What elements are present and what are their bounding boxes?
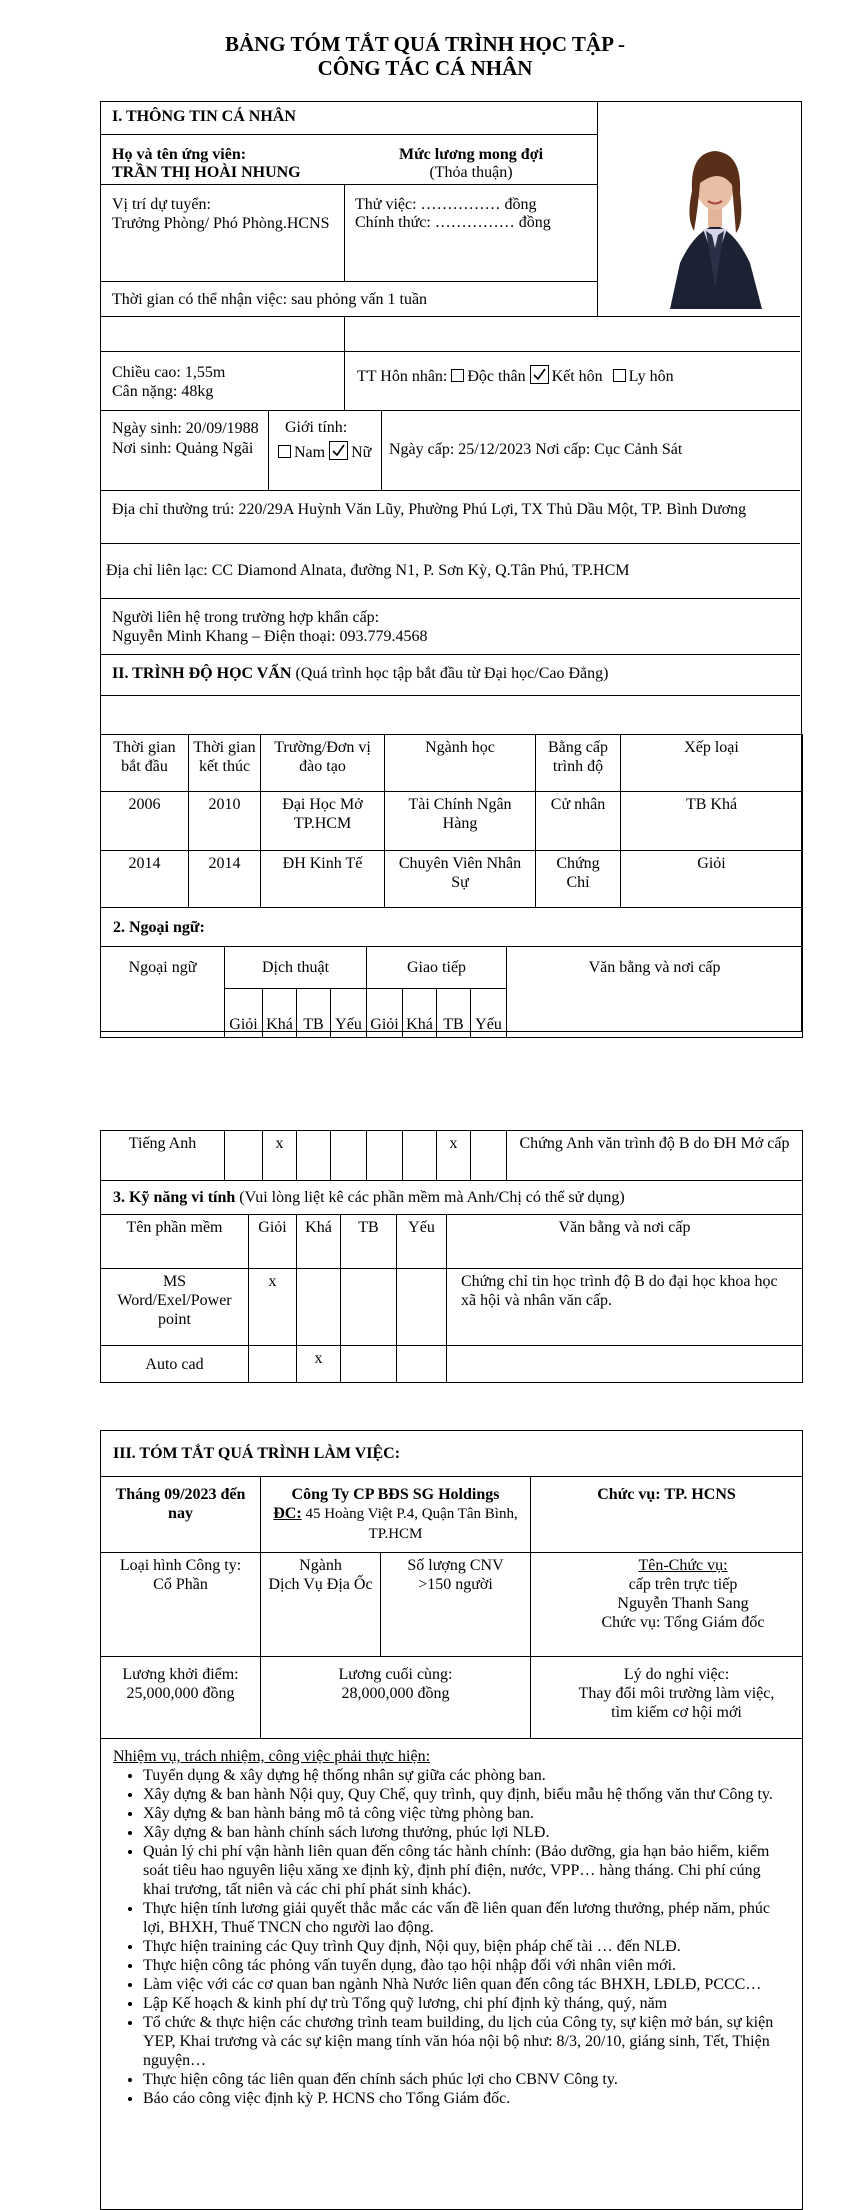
edu-degree: Cử nhân (536, 792, 621, 851)
industry-value: Dịch Vụ Địa Ốc (268, 1576, 373, 1593)
gender-options (278, 441, 371, 462)
level-yếu: Yếu (331, 989, 367, 1038)
staff-value: >150 người (418, 1576, 493, 1593)
level-khá: Khá (297, 1215, 341, 1269)
contact-address: Địa chỉ liên lạc: CC Diamond Alnata, đường N1, P. Sơn Kỳ, Q.Tân Phú, TP.HCM (106, 562, 630, 579)
software-mark (397, 1346, 447, 1383)
software-mark (297, 1269, 341, 1346)
list-item: • Xây dựng & ban hành bảng mô tả công việc từng phòng ban. (143, 1804, 788, 1823)
communication-mark (367, 1131, 403, 1181)
language-certificate: Chứng Anh văn trình độ B do ĐH Mở cấp (507, 1131, 803, 1181)
married-option-label: Kết hôn (551, 368, 603, 385)
software-name: MS Word/Exel/Power point (101, 1269, 249, 1346)
list-item: • Xây dựng & ban hành Nội quy, Quy Chế, quy trình, quy định, biểu mẫu hệ thống văn thư Công ty. (143, 1785, 788, 1804)
language-certificate-header: Văn bằng và nơi cấp (507, 947, 803, 989)
edu-major: Chuyên Viên Nhân Sự (385, 851, 536, 908)
permanent-address: Địa chỉ thường trú: 220/29A Huỳnh Văn Lũy, Phường Phú Lợi, TX Thủ Dầu Một, TP. Bình Dương (112, 501, 747, 518)
translation-mark: x (263, 1131, 297, 1181)
education-header-cell: Trường/Đơn vị đào tạo (261, 735, 385, 792)
level-giỏi: Giỏi (367, 989, 403, 1038)
list-item: • Làm việc với các cơ quan ban ngành Nhà Nước liên quan đến công tác BHXH, LĐLĐ, PCCC… (143, 1975, 788, 1994)
software-mark (341, 1346, 397, 1383)
industry (261, 1553, 381, 1657)
education-header-cell: Thời gian kết thúc (189, 735, 261, 792)
available-start-time: Thời gian có thể nhận việc: sau phỏng vấn 1 tuần (112, 291, 428, 308)
education-note: (Quá trình học tập bắt đầu từ Đại học/Cao Đẳng) (291, 665, 609, 682)
company-address (268, 1504, 523, 1544)
work-section-title: III. TÓM TẮT QUÁ TRÌNH LÀM VIỆC: (101, 1431, 803, 1477)
table-row (101, 1131, 803, 1181)
end-salary-value: 28,000,000 đồng (341, 1685, 450, 1702)
edu-end-year: 2014 (189, 851, 261, 908)
male-checkbox[interactable] (278, 445, 291, 458)
education-table (100, 734, 803, 908)
portrait-illustration (640, 113, 790, 309)
translation-mark (297, 1131, 331, 1181)
job-position: Chức vụ: TP. HCNS (531, 1477, 803, 1553)
edu-start-year: 2014 (101, 851, 189, 908)
education-header-row (101, 735, 803, 792)
expected-salary-value: (Thỏa thuận) (429, 164, 513, 181)
leave-reason-value: Thay đổi môi trường làm việc, tìm kiếm cơ hội mới (578, 1685, 775, 1721)
table-row (101, 1346, 803, 1383)
education-header-cell: Bằng cấp trình độ (536, 735, 621, 792)
work-history-table (100, 1430, 803, 2210)
level-yếu: Yếu (397, 1215, 447, 1269)
expected-salary-label: Mức lương mong đợi (398, 146, 544, 163)
list-item: • Lập Kế hoạch & kinh phí dự trù Tổng quỹ lương, chi phí định kỳ tháng, quý, năm (143, 1994, 788, 2013)
edu-degree: Chứng Chỉ (536, 851, 621, 908)
translation-mark (331, 1131, 367, 1181)
translation-mark (225, 1131, 263, 1181)
software-mark (397, 1269, 447, 1346)
marital-status (357, 365, 674, 386)
edu-school: ĐH Kinh Tế (261, 851, 385, 908)
edu-end-year: 2010 (189, 792, 261, 851)
duties-title: Nhiệm vụ, trách nhiệm, công việc phải thực hiện: (113, 1748, 431, 1765)
list-item: • Xây dựng & ban hành chính sách lương thưởng, phúc lợi NLĐ. (143, 1823, 788, 1842)
level-tb: TB (437, 989, 471, 1038)
computer-title: 3. Kỹ năng vi tính (113, 1189, 236, 1206)
female-checkbox-checked[interactable] (329, 441, 348, 460)
single-option-label: Độc thân (467, 368, 526, 385)
level-khá: Khá (403, 989, 437, 1038)
list-item: • Tổ chức & thực hiện các chương trình team building, du lịch của Công ty, sự kiện mở bán, sự kiện YEP, Khai trương và các sự kiện mang tính văn hóa nội bộ như: 8/3, 20/10, giáng sinh, Tết, Thiện nguyện… (143, 2013, 788, 2070)
language-header: Ngoại ngữ (101, 947, 225, 989)
table-row (101, 1269, 803, 1346)
document-title-line-2: CÔNG TÁC CÁ NHÂN (317, 56, 533, 80)
education-header-cell: Thời gian bắt đầu (101, 735, 189, 792)
software-name: Auto cad (101, 1346, 249, 1383)
communication-mark: x (437, 1131, 471, 1181)
level-yếu: Yếu (471, 989, 507, 1038)
software-mark (249, 1346, 297, 1383)
address-label: ĐC: (273, 1505, 302, 1522)
manager-name: Nguyễn Thanh Sang (617, 1595, 749, 1612)
end-salary (261, 1657, 531, 1739)
work-period: Tháng 09/2023 đến nay (101, 1477, 261, 1553)
address-value: 45 Hoàng Việt P.4, Quận Tân Bình, TP.HCM (301, 1506, 518, 1542)
edu-rank: TB Khá (621, 792, 803, 851)
birth-info: Ngày sinh: 20/09/1988 Nơi sinh: Quảng Ngãi (112, 420, 259, 457)
software-mark: x (297, 1346, 341, 1383)
start-salary-label: Lương khởi điểm: (122, 1666, 239, 1683)
computer-note: (Vui lòng liệt kê các phần mềm mà Anh/Chị có thể sử dụng) (235, 1189, 625, 1206)
company-type-label: Loại hình Công ty: (119, 1557, 242, 1574)
direct-manager (531, 1553, 803, 1657)
male-option-label: Nam (294, 444, 326, 461)
candidate-name-label: Họ và tên ứng viên: (112, 146, 247, 163)
software-certificate: Chứng chỉ tin học trình độ B do đại học khoa học xã hội và nhân văn cấp. (447, 1269, 803, 1346)
list-item: • Thực hiện tính lương giải quyết thắc mắc các vấn đề liên quan đến lương thưởng, phép năm, phúc lợi, BHXH, Thuế TNCN cho người lao động. (143, 1899, 788, 1937)
level-giỏi: Giỏi (225, 989, 263, 1038)
communication-mark (471, 1131, 507, 1181)
language-name: Tiếng Anh (101, 1131, 225, 1181)
official-salary: Chính thức: …………… đồng (355, 214, 551, 231)
table-row (101, 792, 803, 851)
position-value: Trưởng Phòng/ Phó Phòng.HCNS (112, 215, 330, 232)
list-item: • Thực hiện công tác liên quan đến chính sách phúc lợi cho CBNV Công ty. (143, 2070, 788, 2089)
level-tb: TB (341, 1215, 397, 1269)
weight-value: Cân nặng: 48kg (112, 383, 214, 400)
staff-label: Số lượng CNV (407, 1557, 504, 1574)
end-salary-label: Lương cuối cùng: (338, 1666, 453, 1683)
duties-cell (101, 1739, 803, 2210)
list-item: • Báo cáo công việc định kỳ P. HCNS cho Tổng Giám đốc. (143, 2089, 788, 2108)
staff-count (381, 1553, 531, 1657)
single-checkbox[interactable] (451, 369, 464, 382)
education-section-title (112, 665, 608, 683)
communication-mark (403, 1131, 437, 1181)
company-type (101, 1553, 261, 1657)
emergency-contact-value: Nguyễn Minh Khang – Điện thoại: 093.779.4568 (112, 628, 428, 645)
software-certificate (447, 1346, 803, 1383)
education-header-cell: Ngành học (385, 735, 536, 792)
candidate-photo (640, 113, 790, 309)
list-item: • Tuyển dụng & xây dựng hệ thống nhân sự giữa các phòng ban. (143, 1766, 788, 1785)
emergency-contact-label: Người liên hệ trong trường hợp khẩn cấp: (112, 609, 380, 626)
height-value: Chiều cao: 1,55m (112, 364, 226, 381)
list-item: • Thực hiện công tác phỏng vấn tuyển dụng, đào tạo hội nhập đối với nhân viên mới. (143, 1956, 788, 1975)
level-giỏi: Giỏi (249, 1215, 297, 1269)
married-checkbox-checked[interactable] (530, 365, 549, 384)
id-issue-info: Ngày cấp: 25/12/2023 Nơi cấp: Cục Cảnh Sát (389, 441, 683, 458)
translation-header: Dịch thuật (225, 947, 367, 989)
industry-label: Ngành (299, 1557, 342, 1574)
computer-section-title (101, 1181, 803, 1215)
personal-section-title: I. THÔNG TIN CÁ NHÂN (112, 108, 296, 125)
marital-label: TT Hôn nhân: (357, 368, 448, 385)
divorced-checkbox[interactable] (613, 369, 626, 382)
edu-school: Đại Học Mở TP.HCM (261, 792, 385, 851)
computer-skills-table (100, 1180, 803, 1383)
software-mark: x (249, 1269, 297, 1346)
list-item: • Thực hiện training các Quy trình Quy định, Nội quy, biện pháp chế tài … đến NLĐ. (143, 1937, 788, 1956)
candidate-name: TRẦN THỊ HOÀI NHUNG (112, 164, 301, 181)
language-table-header (100, 907, 803, 1038)
divorced-option-label: Ly hôn (628, 368, 674, 385)
level-khá: Khá (263, 989, 297, 1038)
manager-title: Chức vụ: Tổng Giám đốc (601, 1614, 765, 1631)
manager-line: cấp trên trực tiếp (628, 1576, 738, 1593)
start-salary-value: 25,000,000 đồng (126, 1685, 235, 1702)
leave-reason (531, 1657, 803, 1739)
software-mark (341, 1269, 397, 1346)
start-salary (101, 1657, 261, 1739)
communication-header: Giao tiếp (367, 947, 507, 989)
gender-label: Giới tính: (285, 419, 348, 436)
education-header-cell: Xếp loại (621, 735, 803, 792)
software-header: Tên phần mềm (101, 1215, 249, 1269)
female-option-label: Nữ (351, 444, 372, 461)
education-title: II. TRÌNH ĐỘ HỌC VẤN (112, 665, 292, 682)
probation-salary: Thử việc: …………… đồng (355, 196, 537, 213)
company-info (261, 1477, 531, 1553)
language-table-row (100, 1130, 803, 1181)
table-row (101, 851, 803, 908)
edu-major: Tài Chính Ngân Hàng (385, 792, 536, 851)
manager-label: Tên-Chức vụ: (638, 1557, 728, 1574)
leave-reason-label: Lý do nghỉ việc: (623, 1666, 730, 1683)
company-type-value: Cổ Phần (153, 1576, 208, 1593)
level-tb: TB (297, 989, 331, 1038)
position-label: Vị trí dự tuyển: (112, 196, 211, 213)
company-name: Công Ty CP BĐS SG Holdings (291, 1486, 500, 1503)
language-section-title: 2. Ngoại ngữ: (101, 908, 803, 947)
edu-rank: Giỏi (621, 851, 803, 908)
duties-list (113, 1766, 788, 2108)
list-item: • Quản lý chi phí vận hành liên quan đến công tác hành chính: (Bảo dưỡng, gia hạn bảo hiểm, kiểm soát tiêu hao nguyên liệu xăng xe định kỳ, định phí điện, nước, VPP… hàng tháng. Chi phí cúng khai trương, tất niên và các chi phí phát sinh khác). (143, 1842, 788, 1899)
document-title-line-1: BẢNG TÓM TẮT QUÁ TRÌNH HỌC TẬP - (224, 32, 626, 56)
edu-start-year: 2006 (101, 792, 189, 851)
software-certificate-header: Văn bằng và nơi cấp (447, 1215, 803, 1269)
